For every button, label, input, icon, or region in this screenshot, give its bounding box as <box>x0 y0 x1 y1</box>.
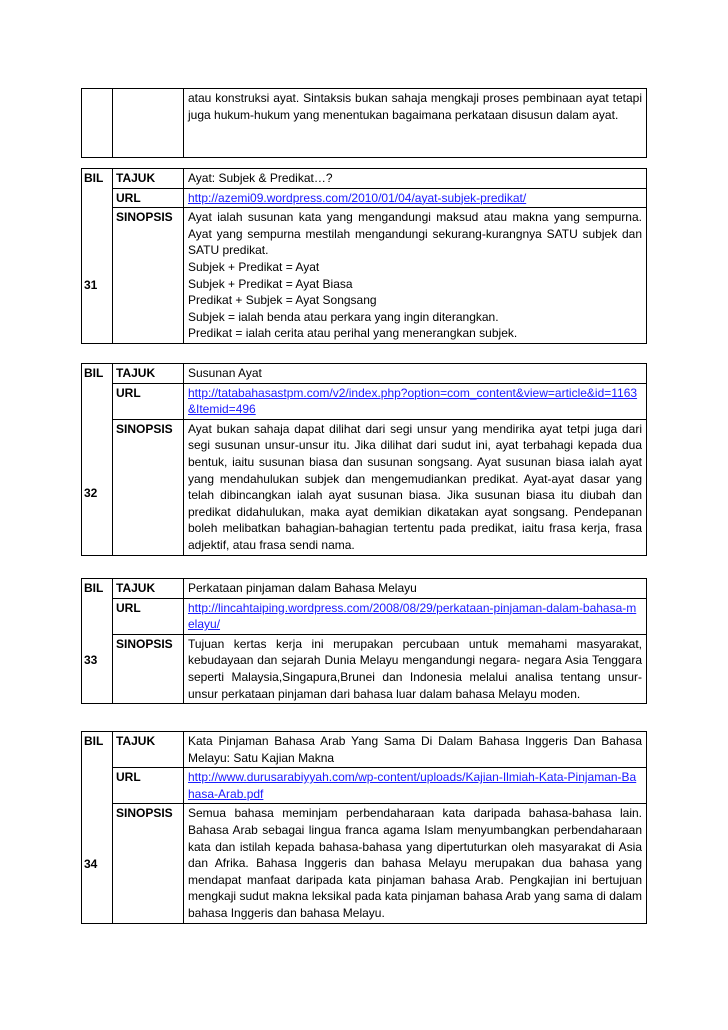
fragment-table <box>81 88 647 158</box>
synopsis-line: Subjek + Predikat = Ayat Biasa <box>188 276 353 291</box>
entry-synopsis: Tujuan kertas kerja ini merupakan percubaan untuk memahami masyarakat, kebudayaan dan sejarah Dunia Melayu mengandungi negara- negara Asia Tenggara seperti Malaysia,Singapura,Brunei dan Indonesia melalui analisa tentang unsur-unsur perkataan pinjaman dari bahasa luar dalam bahasa Melayu moden. <box>184 634 647 703</box>
entry-table-32 <box>81 363 647 556</box>
tajuk-label: TAJUK <box>113 169 184 189</box>
fragment-text: atau konstruksi ayat. Sintaksis bukan sahaja mengkaji proses pembinaan ayat tetapi juga hukum-hukum yang menentukan bagaimana perkataan disusun dalam ayat. <box>184 89 647 158</box>
entry-synopsis: Semua bahasa meminjam perbendaharaan kata daripada bahasa-bahasa lain. Bahasa Arab sebagai lingua franca agama Islam menyumbangkan perbendaharaan kata dan istilah kepada bahasa-bahasa yang dipertuturkan oleh masyarakat di Asia dan Afrika. Bahasa Inggeris dan bahasa Melayu merupakan dua bahasa yang mendapat manfaat daripada kata pinjaman bahasa Arab. Pengkajian ini bertujuan mengkaji sudut makna leksikal pada kata pinjaman bahasa Arab yang sama di dalam bahasa Inggeris dan bahasa Melayu. <box>184 804 647 923</box>
entry-title: Susunan Ayat <box>184 364 647 384</box>
entry-title: Ayat: Subjek & Predikat…? <box>184 169 647 189</box>
url-label: URL <box>113 768 184 804</box>
entry-url-cell <box>184 768 647 804</box>
url-label: URL <box>113 383 184 419</box>
entry-synopsis <box>184 208 647 344</box>
bil-label: BIL <box>82 364 113 384</box>
entry-number: 32 <box>82 383 113 555</box>
entry-table-31 <box>81 168 647 344</box>
entry-table-33 <box>81 578 647 704</box>
entry-url-cell <box>184 598 647 634</box>
entry-synopsis: Ayat bukan sahaja dapat dilihat dari segi unsur yang mendirika ayat tetpi juga dari segi susunan unsur-unsur itu. Jika dilihat dari sudut ini, ayat terbahagi kepada dua bentuk, iaitu susunan biasa dan susunan songsang. Ayat susunan biasa ialah ayat yang mendahulukan subjek dan mengemudiankan predikat. Ayat-ayat dasar yang telah dibincangkan ialah ayat susunan biasa. Jika susunan biasa itu diubah dan predikat didahulukan, maka ayat demikian dikatakan ayat songsang. Pendepanan boleh melibatkan bahagian-bahagian tertentu pada predikat, iaitu frasa kerja, frasa adjektif, atau frasa sendi nama. <box>184 419 647 555</box>
entry-number: 33 <box>82 598 113 704</box>
bil-label: BIL <box>82 579 113 599</box>
entry-url-cell <box>184 383 647 419</box>
tajuk-label: TAJUK <box>113 579 184 599</box>
synopsis-line: Ayat ialah susunan kata yang mengandungi maksud atau makna yang sempurna. Ayat yang sempurna mestilah mengandungi sekurang-kurangnya SATU subjek dan SATU predikat. <box>188 210 642 258</box>
tajuk-label: TAJUK <box>113 364 184 384</box>
sinopsis-label: SINOPSIS <box>113 208 184 344</box>
sinopsis-label: SINOPSIS <box>113 419 184 555</box>
url-label: URL <box>113 188 184 208</box>
entry-number: 34 <box>82 768 113 923</box>
entry-title: Perkataan pinjaman dalam Bahasa Melayu <box>184 579 647 599</box>
tajuk-label: TAJUK <box>113 732 184 768</box>
entry-url-link[interactable]: http://lincahtaiping.wordpress.com/2008/08/29/perkataan-pinjaman-dalam-bahasa-melayu/ <box>188 600 637 632</box>
entry-url-link[interactable]: http://tatabahasastpm.com/v2/index.php?option=com_content&view=article&id=1163&Itemid=496 <box>188 385 638 417</box>
entry-table-34 <box>81 731 647 924</box>
synopsis-line: Subjek = ialah benda atau perkara yang ingin diterangkan. <box>188 309 499 324</box>
fragment-bil-cell <box>82 89 113 158</box>
entry-url-link[interactable]: http://www.durusarabiyyah.com/wp-content/uploads/Kajian-Ilmiah-Kata-Pinjaman-Bahasa-Arab.pdf <box>188 770 637 801</box>
entry-title: Kata Pinjaman Bahasa Arab Yang Sama Di Dalam Bahasa Inggeris Dan Bahasa Melayu: Satu Kajian Makna <box>184 732 647 768</box>
url-label: URL <box>113 598 184 634</box>
entry-url-cell <box>184 188 647 208</box>
fragment-key-cell <box>113 89 184 158</box>
entry-number: 31 <box>82 188 113 343</box>
sinopsis-label: SINOPSIS <box>113 804 184 923</box>
synopsis-line: Predikat = ialah cerita atau perihal yang menerangkan subjek. <box>188 326 518 341</box>
synopsis-line: Subjek + Predikat = Ayat <box>188 259 320 274</box>
synopsis-line: Predikat + Subjek = Ayat Songsang <box>188 293 377 308</box>
bil-label: BIL <box>82 732 113 768</box>
sinopsis-label: SINOPSIS <box>113 634 184 703</box>
bil-label: BIL <box>82 169 113 189</box>
entry-url-link[interactable]: http://azemi09.wordpress.com/2010/01/04/ayat-subjek-predikat/ <box>188 190 527 205</box>
